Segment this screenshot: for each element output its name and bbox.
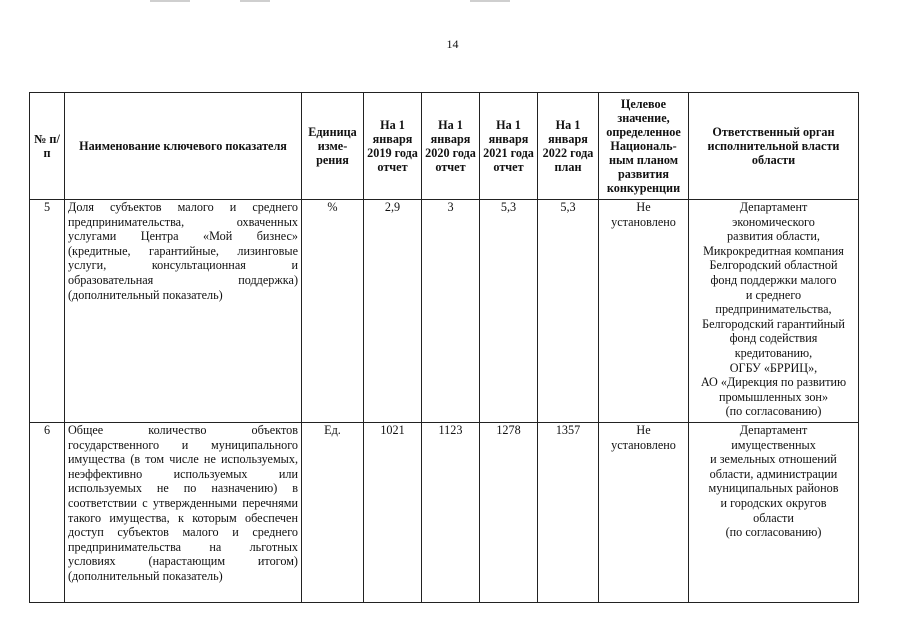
unit-cell: Ед. xyxy=(302,423,364,603)
target-value: Не установлено xyxy=(599,200,689,423)
indicator-name: Доля субъектов малого и среднего предпринимательства, охваченных услугами Центра «Мой бизнес» (кредитные, гарантийные, лизинговые услуги, консультационная и образовательная поддержка) (дополнительный показатель) xyxy=(65,200,302,423)
scan-artifact xyxy=(240,0,270,2)
scan-artifact xyxy=(150,0,190,2)
value-2020: 3 xyxy=(422,200,480,423)
indicator-name: Общее количество объектов государственного и муниципального имущества (в том числе не используемых, неэффективно используемых или используемых не по назначению) в соответствии с утвержденными перечнями такого имущества, к которым обеспечен доступ субъектов малого и среднего предпринимательства на льготных условиях (нарастающим итогом) (дополнительный показатель) xyxy=(65,423,302,603)
page-number: 14 xyxy=(446,37,459,51)
value-2022: 1357 xyxy=(538,423,599,603)
responsible-authority: Департамент имущественных и земельных отношений области, администрации муниципальных районов и городских округов области (по согласованию) xyxy=(689,423,859,603)
responsible-authority: Департамент экономического развития области, Микрокредитная компания Белгородский областной фонд поддержки малого и среднего предпринимательства, Белгородский гарантийный фонд содействия кредитованию, ОГБУ «БРРИЦ», АО «Дирекция по развитию промышленных зон» (по согласованию) xyxy=(689,200,859,423)
table-row xyxy=(30,423,859,603)
value-2021: 1278 xyxy=(480,423,538,603)
target-value: Не установлено xyxy=(599,423,689,603)
value-2021: 5,3 xyxy=(480,200,538,423)
header-indicator-name: Наименование ключевого показателя xyxy=(65,93,302,200)
header-2020: На 1 января 2020 года отчет xyxy=(422,93,480,200)
value-2022: 5,3 xyxy=(538,200,599,423)
unit-cell: % xyxy=(302,200,364,423)
header-2019: На 1 января 2019 года отчет xyxy=(364,93,422,200)
header-target-value: Целевое значение, определенное Националь- ным планом развития конкуренции xyxy=(599,93,689,200)
value-2019: 1021 xyxy=(364,423,422,603)
table-row xyxy=(30,200,859,423)
value-2020: 1123 xyxy=(422,423,480,603)
row-num: 6 xyxy=(30,423,65,603)
row-num: 5 xyxy=(30,200,65,423)
key-indicators-table xyxy=(29,92,859,603)
header-row xyxy=(30,93,859,200)
header-responsible-authority: Ответственный орган исполнительной власти области xyxy=(689,93,859,200)
header-unit: Единица изме- рения xyxy=(302,93,364,200)
value-2019: 2,9 xyxy=(364,200,422,423)
header-2021: На 1 января 2021 года отчет xyxy=(480,93,538,200)
header-num: № п/п xyxy=(30,93,65,200)
scan-artifact xyxy=(470,0,510,2)
header-2022: На 1 января 2022 года план xyxy=(538,93,599,200)
